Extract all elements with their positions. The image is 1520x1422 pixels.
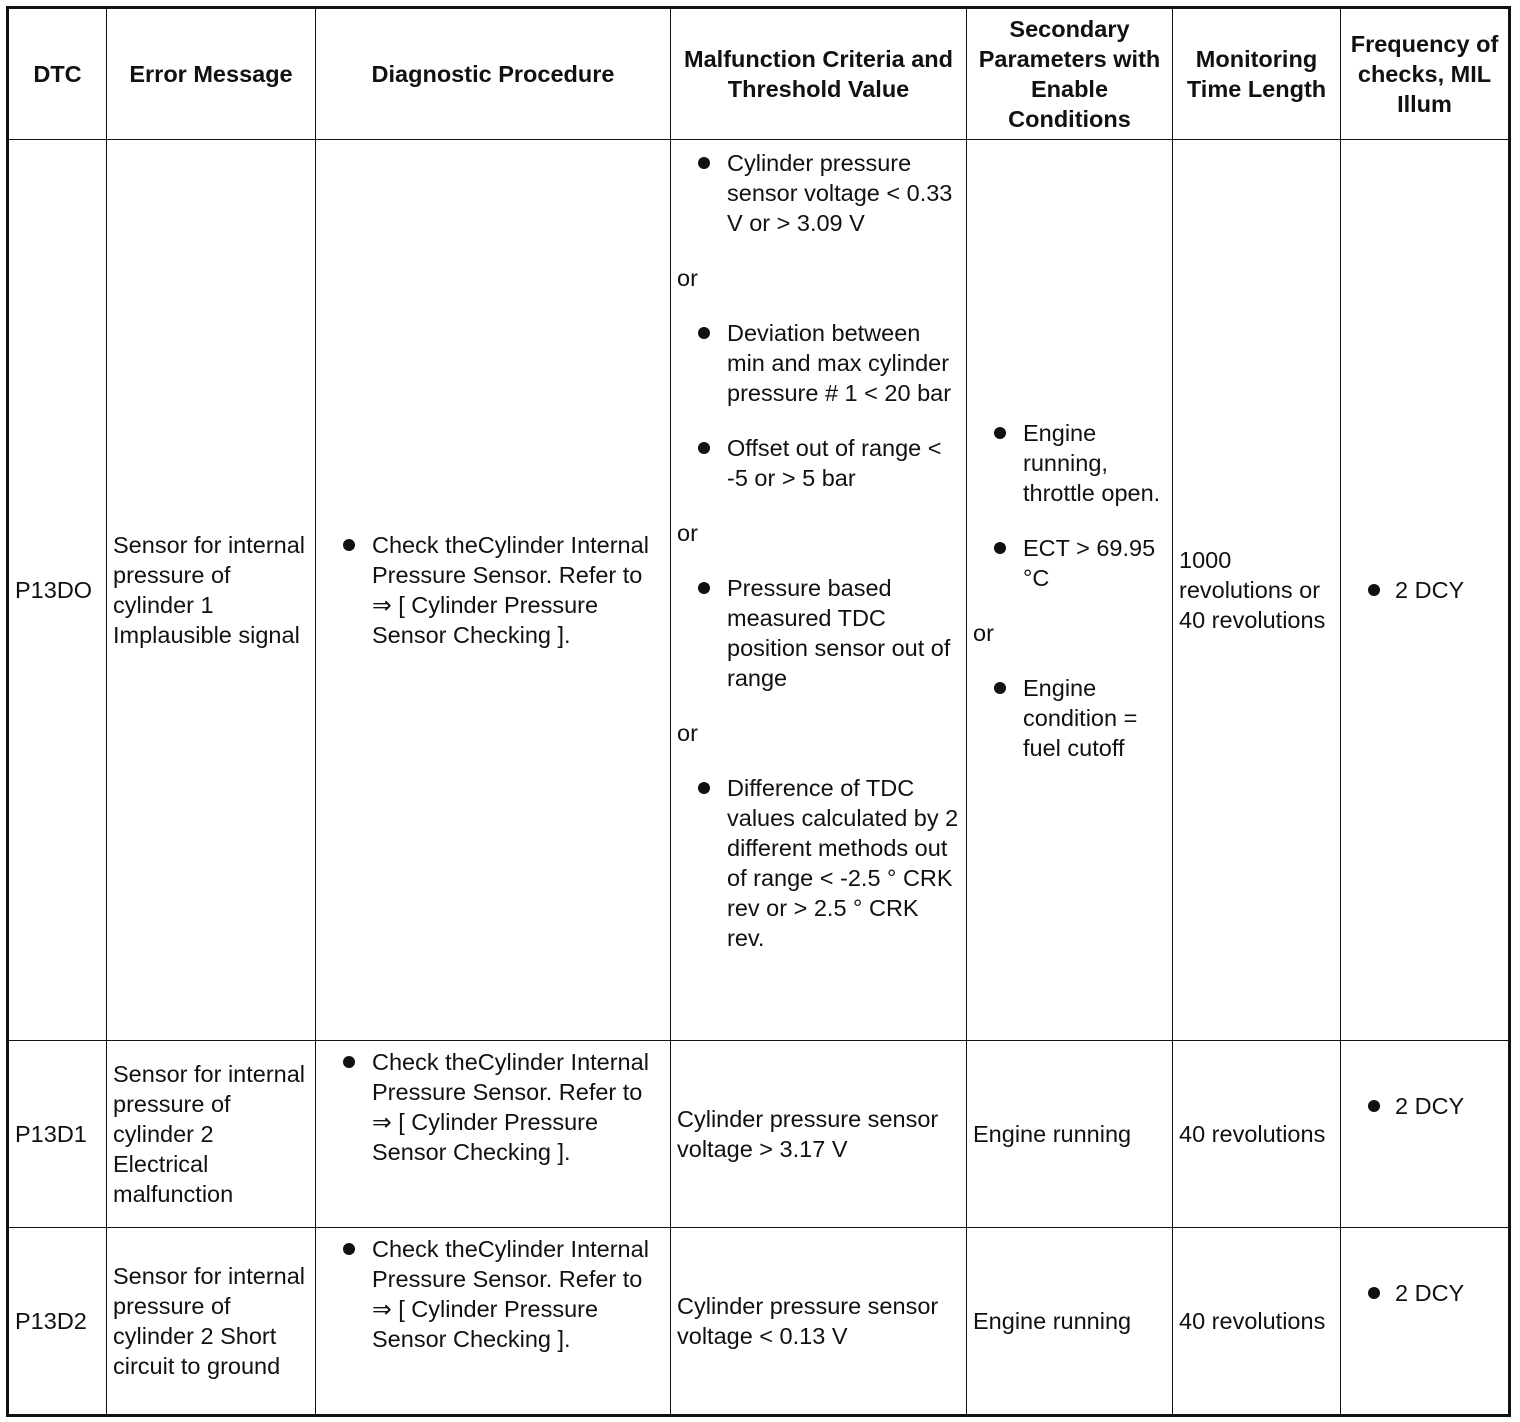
bullet-icon — [1368, 584, 1380, 596]
header-monitoring-time: Monitoring Time Length — [1173, 8, 1341, 140]
criteria-item — [677, 573, 960, 693]
header-secondary-parameters: Secondary Parameters with Enable Conditions — [967, 8, 1173, 140]
criteria-item — [677, 773, 960, 953]
criteria-text: Deviation between min and max cylinder pressure # 1 < 20 bar — [727, 320, 952, 406]
monitoring-time: 1000 revolutions or 40 revolutions — [1173, 140, 1341, 1041]
procedure-item — [322, 1047, 664, 1167]
secondary-text: ECT > 69.95 °C — [1023, 534, 1156, 591]
header-row — [8, 8, 1510, 140]
table-row — [8, 1041, 1510, 1228]
bullet-icon — [1368, 1287, 1380, 1299]
frequency — [1341, 1041, 1510, 1228]
error-message: Sensor for internal pressure of cylinder 1 Implausible signal — [107, 140, 316, 1041]
header-diagnostic-procedure: Diagnostic Procedure — [316, 8, 671, 140]
bullet-icon — [698, 582, 710, 594]
secondary-parameters — [967, 140, 1173, 1041]
procedure-item — [322, 530, 664, 650]
dtc-code: P13D2 — [8, 1228, 107, 1416]
frequency-item — [1347, 1278, 1502, 1308]
monitoring-time: 40 revolutions — [1173, 1228, 1341, 1416]
table-row — [8, 140, 1510, 1041]
bullet-icon — [343, 1056, 355, 1068]
dtc-table — [6, 6, 1511, 1417]
criteria-item — [677, 433, 960, 493]
or-separator: or — [973, 619, 994, 646]
bullet-icon — [698, 327, 710, 339]
monitoring-time: 40 revolutions — [1173, 1041, 1341, 1228]
header-frequency: Frequency of checks, MIL Illum — [1341, 8, 1510, 140]
frequency-text: 2 DCY — [1395, 1280, 1465, 1306]
bullet-icon — [343, 539, 355, 551]
diagnostic-procedure — [316, 140, 671, 1041]
procedure-text: Check theCylinder Internal Pressure Sensor. Refer to ⇒ [ Cylinder Pressure Sensor Checking ]. — [372, 1049, 649, 1165]
criteria-text: Cylinder pressure sensor voltage < 0.33 V or > 3.09 V — [727, 150, 953, 236]
or-separator: or — [677, 720, 698, 746]
frequency-item — [1347, 1091, 1502, 1121]
header-error-message: Error Message — [107, 8, 316, 140]
dtc-code: P13D1 — [8, 1041, 107, 1228]
bullet-icon — [1368, 1100, 1380, 1112]
frequency-text: 2 DCY — [1395, 1093, 1465, 1119]
bullet-icon — [994, 682, 1006, 694]
bullet-icon — [343, 1243, 355, 1255]
bullet-icon — [994, 427, 1006, 439]
bullet-icon — [994, 542, 1006, 554]
frequency-text: 2 DCY — [1395, 577, 1465, 603]
frequency — [1341, 1228, 1510, 1416]
malfunction-criteria: Cylinder pressure sensor voltage < 0.13 V — [671, 1228, 967, 1416]
secondary-text: Engine condition = fuel cutoff — [1023, 674, 1138, 761]
error-message: Sensor for internal pressure of cylinder 2 Short circuit to ground — [107, 1228, 316, 1416]
secondary-parameters: Engine running — [967, 1228, 1173, 1416]
procedure-item — [322, 1234, 664, 1354]
malfunction-criteria: Cylinder pressure sensor voltage > 3.17 V — [671, 1041, 967, 1228]
criteria-item — [677, 148, 960, 238]
secondary-parameters: Engine running — [967, 1041, 1173, 1228]
bullet-icon — [698, 782, 710, 794]
diagnostic-procedure — [316, 1228, 671, 1416]
frequency — [1341, 140, 1510, 1041]
malfunction-criteria — [671, 140, 967, 1041]
criteria-text: Offset out of range < -5 or > 5 bar — [727, 435, 942, 491]
criteria-item — [677, 318, 960, 408]
or-separator: or — [677, 265, 698, 291]
diagnostic-procedure — [316, 1041, 671, 1228]
criteria-text: Pressure based measured TDC position sensor out of range — [727, 575, 951, 691]
secondary-item — [973, 673, 1166, 763]
header-dtc: DTC — [8, 8, 107, 140]
table-row — [8, 1228, 1510, 1416]
dtc-code: P13DO — [8, 140, 107, 1041]
secondary-item — [973, 418, 1166, 508]
header-malfunction-criteria: Malfunction Criteria and Threshold Value — [671, 8, 967, 140]
error-message: Sensor for internal pressure of cylinder 2 Electrical malfunction — [107, 1041, 316, 1228]
criteria-text: Difference of TDC values calculated by 2 different methods out of range < -2.5 ° CRK rev or > 2.5 ° CRK rev. — [727, 775, 959, 951]
secondary-text: Engine running, throttle open. — [1023, 419, 1161, 506]
procedure-text: Check theCylinder Internal Pressure Sensor. Refer to ⇒ [ Cylinder Pressure Sensor Checking ]. — [372, 532, 649, 648]
bullet-icon — [698, 442, 710, 454]
procedure-text: Check theCylinder Internal Pressure Sensor. Refer to ⇒ [ Cylinder Pressure Sensor Checking ]. — [372, 1236, 649, 1352]
frequency-item — [1347, 575, 1502, 605]
bullet-icon — [698, 157, 710, 169]
secondary-item — [973, 533, 1166, 593]
or-separator: or — [677, 520, 698, 546]
